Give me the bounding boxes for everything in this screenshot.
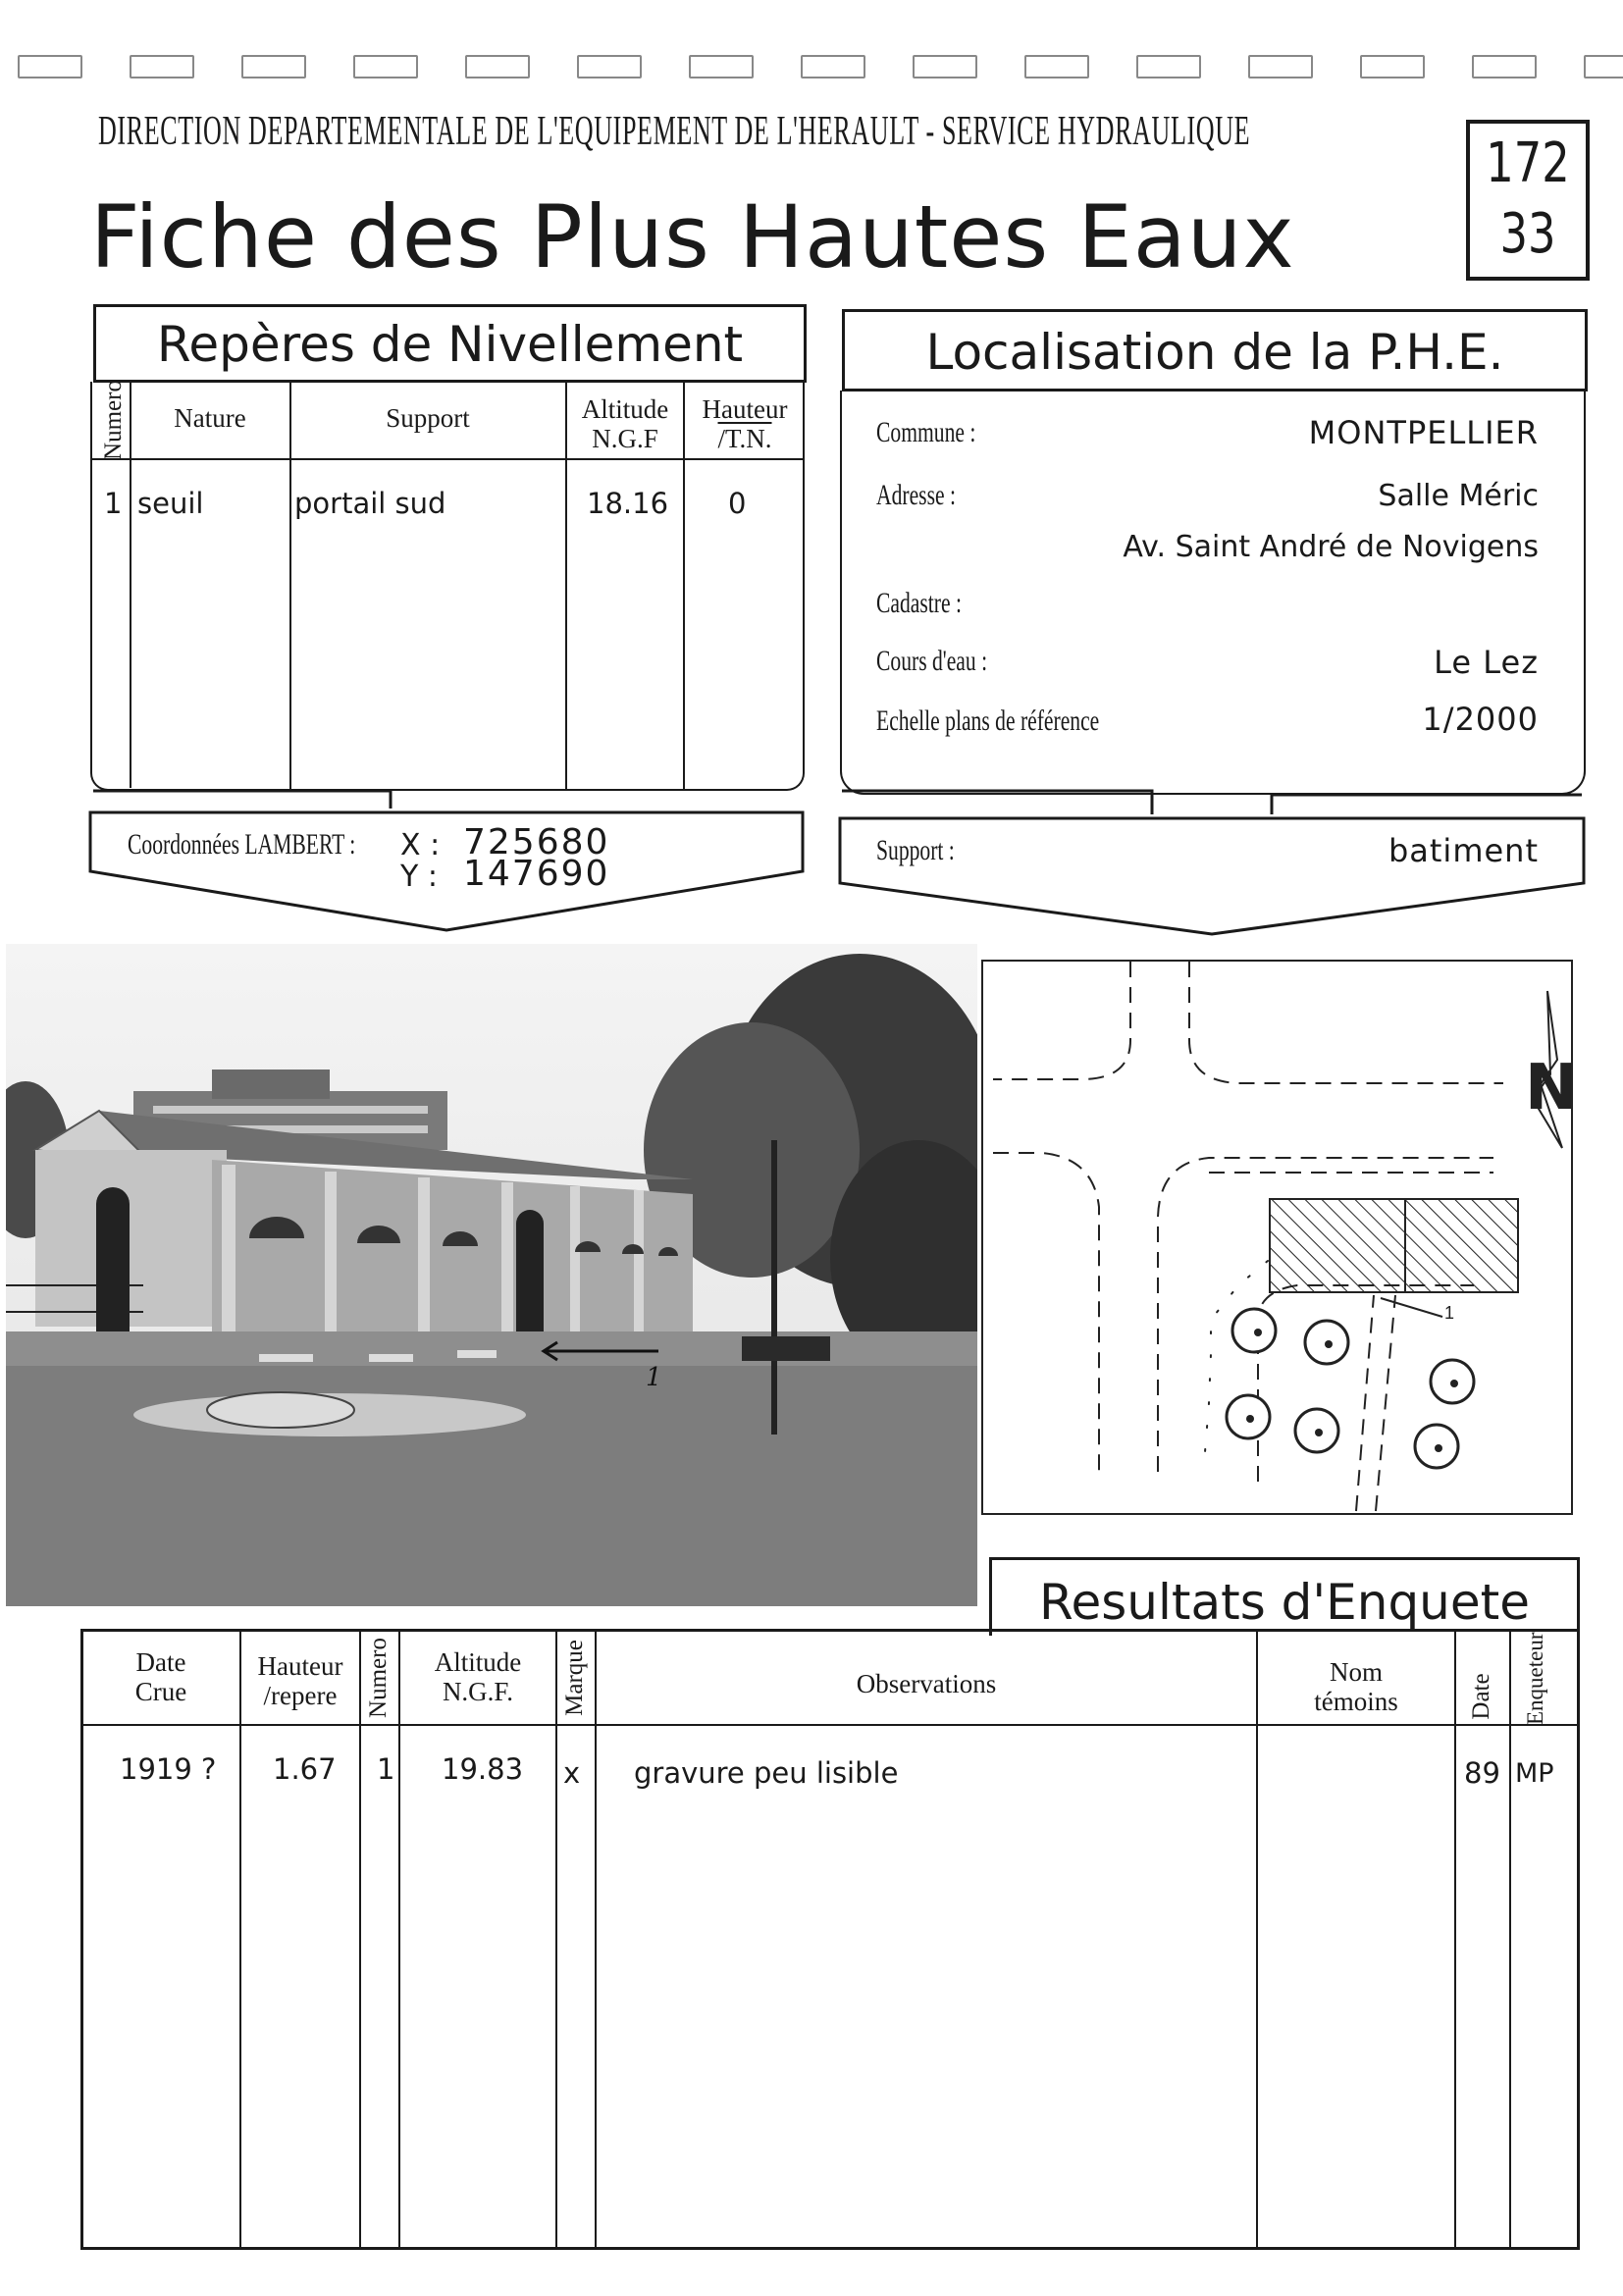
commune-label: Commune : bbox=[876, 416, 976, 448]
reperes-col-altitude-line1: Altitude bbox=[581, 394, 669, 424]
reperes-col-hauteur bbox=[685, 395, 805, 453]
resultats-col-observations: Observations bbox=[856, 1669, 997, 1698]
plan-marker: 1 bbox=[1444, 1303, 1455, 1323]
cours-label: Cours d'eau : bbox=[876, 645, 988, 677]
reperes-col-nature: Nature bbox=[174, 403, 246, 433]
resultats-col-date-crue bbox=[82, 1648, 239, 1706]
adresse-line1: Salle Méric bbox=[1378, 479, 1539, 513]
perforation-mark bbox=[18, 55, 82, 78]
commune-value: MONTPELLIER bbox=[1308, 414, 1539, 451]
resultats-col-altitude-line1: Altitude bbox=[434, 1647, 522, 1677]
resultats-col-line bbox=[1454, 1631, 1456, 2249]
reperes-col-support: Support bbox=[386, 403, 470, 433]
reperes-col-numero: Numero bbox=[100, 380, 127, 460]
resultats-col-altitude-line2: N.G.F. bbox=[442, 1676, 514, 1706]
resultats-row-altitude: 19.83 bbox=[442, 1752, 524, 1786]
resultats-col-altitude bbox=[400, 1648, 555, 1706]
resultats-row-observations: gravure peu lisible bbox=[634, 1756, 899, 1790]
resultats-row-marque: x bbox=[563, 1756, 581, 1790]
resultats-table bbox=[80, 1629, 1580, 2250]
reperes-col-hauteur-line2: /T.N. bbox=[717, 423, 772, 453]
perforation-mark bbox=[1584, 55, 1623, 78]
resultats-header-line bbox=[82, 1724, 1578, 1726]
perforation-mark bbox=[577, 55, 642, 78]
reperes-row-altitude: 18.16 bbox=[587, 487, 669, 520]
perforation-mark bbox=[241, 55, 306, 78]
resultats-col-nom-temoins bbox=[1258, 1658, 1454, 1716]
resultats-col-line bbox=[1256, 1631, 1258, 2249]
resultats-col-line bbox=[398, 1631, 400, 2249]
localisation-title: Localisation de la P.H.E. bbox=[925, 324, 1504, 381]
site-plan bbox=[981, 960, 1573, 1515]
lambert-label: Coordonnées LAMBERT : bbox=[128, 828, 356, 861]
support-label: Support : bbox=[876, 834, 955, 866]
resultats-col-line bbox=[359, 1631, 361, 2249]
reference-number-top: 172 bbox=[1486, 131, 1570, 195]
lambert-y-label: Y : bbox=[400, 860, 438, 894]
reperes-title: Repères de Nivellement bbox=[156, 316, 744, 373]
resultats-title-box bbox=[989, 1557, 1580, 1636]
site-photo bbox=[6, 944, 977, 1606]
resultats-title: Resultats d'Enquete bbox=[1039, 1574, 1530, 1631]
cadastre-label: Cadastre : bbox=[876, 587, 962, 619]
perforation-mark bbox=[801, 55, 865, 78]
perforation-mark bbox=[465, 55, 530, 78]
perforation-mark bbox=[130, 55, 194, 78]
perforation-mark bbox=[913, 55, 977, 78]
resultats-col-hauteur-line2: /repere bbox=[263, 1680, 338, 1710]
perforation-mark bbox=[353, 55, 418, 78]
resultats-col-line bbox=[239, 1631, 241, 2249]
adresse-line2: Av. Saint André de Novigens bbox=[1123, 530, 1539, 564]
reperes-col-altitude-line2: N.G.F bbox=[592, 423, 658, 453]
perforation-mark bbox=[689, 55, 754, 78]
perforation-mark bbox=[1136, 55, 1201, 78]
echelle-label: Echelle plans de référence bbox=[876, 704, 1100, 737]
cours-value: Le Lez bbox=[1434, 644, 1539, 681]
resultats-col-date-crue-line2: Crue bbox=[134, 1676, 187, 1706]
lambert-y-value: 147690 bbox=[463, 854, 610, 894]
resultats-col-line bbox=[1509, 1631, 1511, 2249]
resultats-col-nom-line2: témoins bbox=[1314, 1686, 1398, 1716]
resultats-col-line bbox=[555, 1631, 557, 2249]
lambert-x-label: X : bbox=[400, 828, 441, 862]
reperes-row-numero: 1 bbox=[104, 487, 123, 520]
resultats-col-date: Date bbox=[1468, 1673, 1494, 1720]
perforation-mark bbox=[1024, 55, 1089, 78]
resultats-row-enqueteur: MP bbox=[1515, 1758, 1554, 1789]
resultats-col-numero: Numero bbox=[365, 1638, 392, 1718]
resultats-col-enqueteur: Enqueteur bbox=[1523, 1632, 1547, 1725]
perforation-mark bbox=[1248, 55, 1313, 78]
north-arrow-label: N bbox=[1525, 1052, 1575, 1124]
lambert-x-value: 725680 bbox=[463, 822, 610, 862]
resultats-row-date: 89 bbox=[1464, 1756, 1500, 1790]
adresse-label: Adresse : bbox=[876, 479, 956, 511]
reference-number-bottom: 33 bbox=[1499, 202, 1556, 266]
reperes-title-box bbox=[93, 304, 807, 383]
resultats-row-date-crue: 1919 ? bbox=[120, 1752, 217, 1786]
reperes-col-hauteur-line1: Hauteur bbox=[702, 394, 788, 424]
direction-header: DIRECTION DEPARTEMENTALE DE L'EQUIPEMENT DE L'HERAULT - SERVICE HYDRAULIQUE bbox=[98, 109, 1251, 154]
reperes-header-line bbox=[90, 458, 805, 460]
resultats-col-hauteur-line1: Hauteur bbox=[257, 1651, 343, 1681]
perforation-mark bbox=[1472, 55, 1537, 78]
resultats-col-line bbox=[595, 1631, 597, 2249]
reperes-col-line bbox=[289, 382, 291, 791]
resultats-col-nom-line1: Nom bbox=[1330, 1657, 1383, 1687]
perforation-mark bbox=[1360, 55, 1425, 78]
reperes-row-nature: seuil bbox=[137, 487, 204, 520]
reference-box bbox=[1466, 120, 1590, 281]
resultats-row-numero: 1 bbox=[377, 1752, 395, 1786]
support-value: batiment bbox=[1387, 832, 1539, 869]
page-title: Fiche des Plus Hautes Eaux bbox=[90, 186, 1295, 287]
reperes-row-support: portail sud bbox=[294, 487, 446, 520]
localisation-title-box bbox=[842, 309, 1588, 391]
echelle-value: 1/2000 bbox=[1422, 701, 1539, 738]
resultats-row-hauteur: 1.67 bbox=[273, 1752, 337, 1786]
resultats-col-hauteur bbox=[241, 1652, 359, 1710]
reperes-col-altitude bbox=[567, 395, 683, 453]
reperes-row-hauteur: 0 bbox=[728, 487, 747, 520]
photo-marker: 1 bbox=[646, 1363, 662, 1392]
reperes-col-line bbox=[130, 382, 131, 788]
resultats-col-marque: Marque bbox=[561, 1640, 588, 1716]
resultats-col-date-crue-line1: Date bbox=[135, 1647, 186, 1677]
